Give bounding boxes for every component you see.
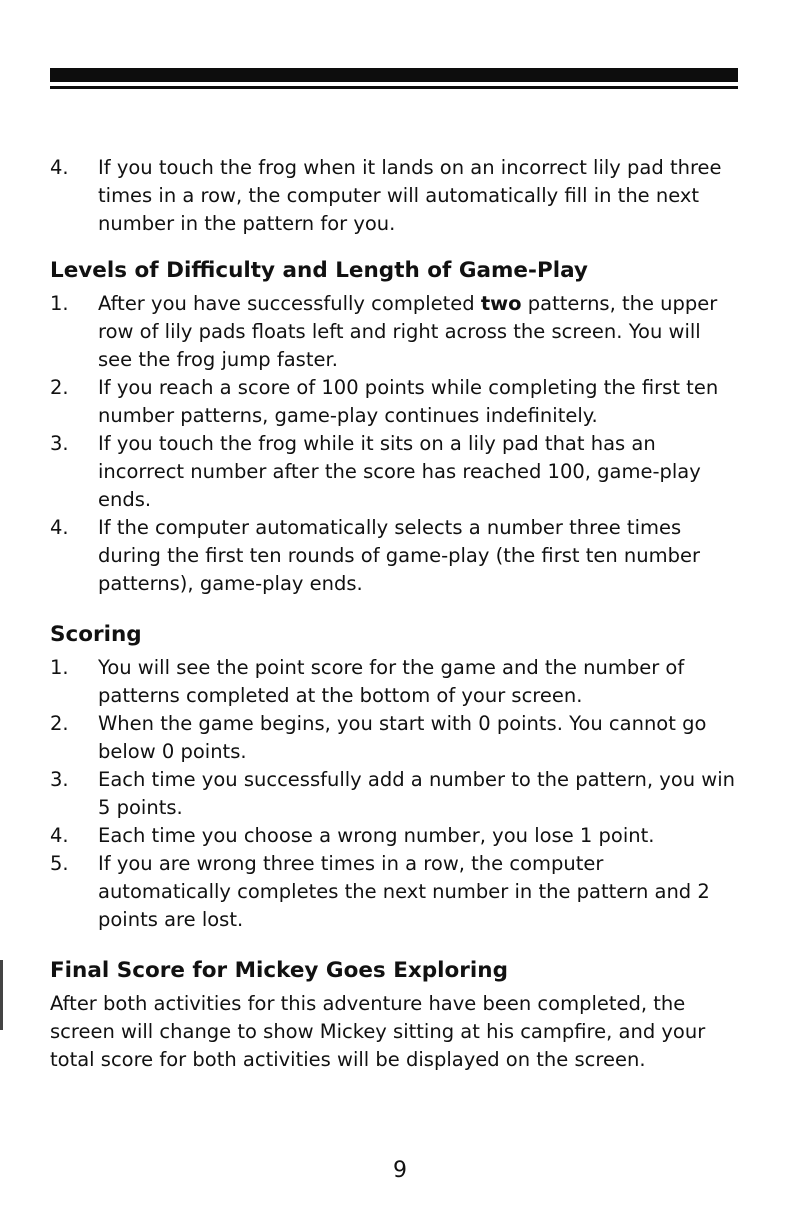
list-item-text: If the computer automatically selects a number three times during the first ten rounds of game-play (the first ten number patterns), game-play ends. bbox=[98, 516, 701, 595]
list-item bbox=[50, 710, 740, 766]
list-item bbox=[50, 654, 740, 710]
list-item-number: 1. bbox=[50, 292, 69, 315]
list-item-text: Each time you successfully add a number to the pattern, you win 5 points. bbox=[98, 768, 736, 819]
section-heading-levels: Levels of Difficulty and Length of Game-Play bbox=[50, 258, 588, 283]
list-item-text-part: After you have successfully completed bbox=[98, 292, 481, 315]
list-item-text: You will see the point score for the game and the number of patterns completed at the bottom of your screen. bbox=[98, 656, 685, 707]
list-item bbox=[50, 822, 740, 850]
list-item bbox=[50, 154, 740, 238]
final-score-paragraph: After both activities for this adventure have been completed, the screen will change to show Mickey sitting at his campfire, and your total score for both activities will be displayed on the screen. bbox=[50, 992, 706, 1071]
list-item bbox=[50, 766, 740, 822]
section-heading-final-score: Final Score for Mickey Goes Exploring bbox=[50, 958, 508, 983]
list-item-text bbox=[98, 290, 740, 374]
list-item-text: If you touch the frog when it lands on an incorrect lily pad three times in a row, the computer will automatically fill in the next number in the pattern for you. bbox=[98, 156, 722, 235]
page-edge-mark bbox=[0, 960, 3, 1030]
levels-list bbox=[50, 290, 740, 598]
page-number: 9 bbox=[393, 1158, 407, 1183]
section-heading-scoring: Scoring bbox=[50, 622, 142, 647]
list-item-number: 3. bbox=[50, 768, 69, 791]
header-rule-thin bbox=[50, 86, 738, 89]
list-item-number: 3. bbox=[50, 432, 69, 455]
list-item bbox=[50, 430, 740, 514]
list-item-number: 2. bbox=[50, 376, 69, 399]
list-item-number: 1. bbox=[50, 656, 69, 679]
list-item-text-part: patterns, the upper row of lily pads floats left and right across the screen. You will see the frog jump faster. bbox=[98, 292, 718, 371]
list-item bbox=[50, 850, 740, 934]
list-item-number: 4. bbox=[50, 824, 69, 847]
list-item bbox=[50, 514, 740, 598]
list-item-text: If you are wrong three times in a row, the computer automatically completes the next number in the pattern and 2 points are lost. bbox=[98, 852, 710, 931]
list-item-text: Each time you choose a wrong number, you lose 1 point. bbox=[98, 824, 655, 847]
scoring-list bbox=[50, 654, 740, 934]
list-item bbox=[50, 374, 740, 430]
list-item-text: If you reach a score of 100 points while completing the first ten number patterns, game-play continues indefinitely. bbox=[98, 376, 719, 427]
list-item-number: 4. bbox=[50, 516, 69, 539]
list-item-text: When the game begins, you start with 0 points. You cannot go below 0 points. bbox=[98, 712, 707, 763]
list-item-number: 5. bbox=[50, 852, 69, 875]
page-content bbox=[50, 154, 740, 1074]
list-item-text: If you touch the frog while it sits on a lily pad that has an incorrect number after the score has reached 100, game-play ends. bbox=[98, 432, 701, 511]
emphasis-text: two bbox=[480, 292, 522, 315]
list-item-number: 4. bbox=[50, 156, 69, 179]
list-item-number: 2. bbox=[50, 712, 69, 735]
header-rule-thick bbox=[50, 68, 738, 82]
list-item bbox=[50, 290, 740, 374]
